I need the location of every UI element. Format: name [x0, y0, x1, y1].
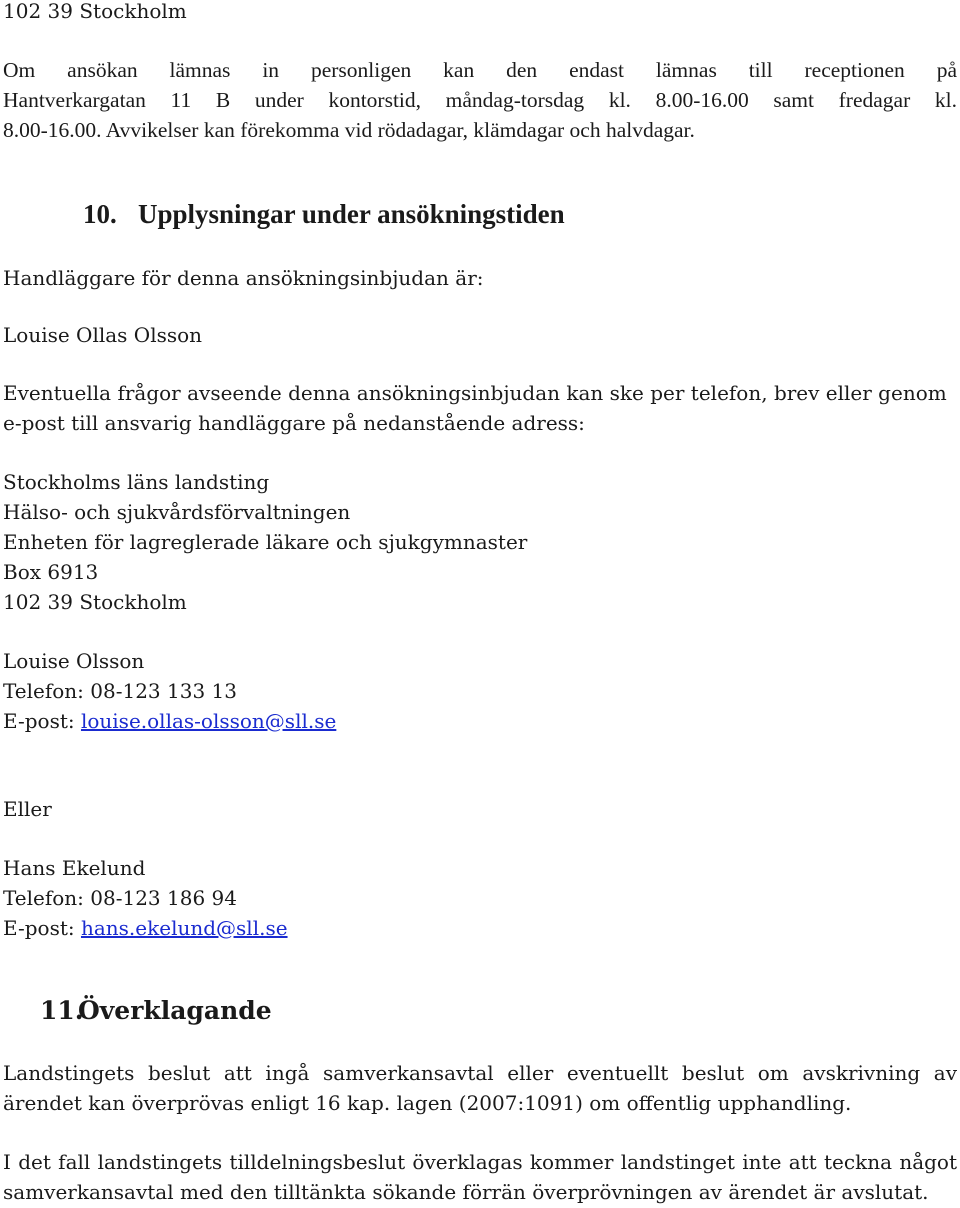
email-label: E-post: [3, 709, 81, 733]
address-line: Enheten för lagreglerade läkare och sjukgymnaster [3, 530, 528, 554]
handler-intro: Handläggare för denna ansökningsinbjudan är: [3, 266, 484, 290]
address-line: 102 39 Stockholm [3, 590, 187, 614]
paragraph-line: Eventuella frågor avseende denna ansökningsinbjudan kan ske per telefon, brev eller genom [3, 381, 947, 405]
address-line: Box 6913 [3, 560, 99, 584]
email-label: E-post: [3, 916, 81, 940]
contact-name: Hans Ekelund [3, 856, 146, 880]
address-line: Stockholms läns landsting [3, 470, 270, 494]
paragraph-line: samverkansavtal med den tilltänkta sökande förrän överprövningen av ärendet är avslutat. [3, 1180, 929, 1204]
email-link[interactable]: hans.ekelund@sll.se [80, 916, 288, 940]
paragraph-line: I det fall landstingets tilldelningsbeslut överklagas kommer landstinget inte att teckna något [3, 1150, 957, 1174]
section-number: 10. [83, 199, 117, 229]
paragraph-line: 8.00-16.00. Avvikelser kan förekomma vid rödadagar, klämdagar och halvdagar. [3, 118, 695, 142]
section-11-heading [40, 994, 272, 1028]
section-10-heading [83, 196, 565, 232]
contact-phone: Telefon: 08-123 133 13 [3, 679, 237, 703]
top-address: 102 39 Stockholm [3, 0, 187, 23]
email-link[interactable]: louise.ollas-olsson@sll.se [80, 709, 337, 733]
contact-email-line [3, 706, 336, 736]
paragraph-line: Om ansökan lämnas in personligen kan den endast lämnas till receptionen på [3, 58, 957, 82]
section-number: 11. [40, 996, 84, 1025]
paragraph-line: Hantverkargatan 11 B under kontorstid, måndag-torsdag kl. 8.00-16.00 samt fredagar kl. [3, 88, 957, 112]
paragraph-line: e-post till ansvarig handläggare på nedanstående adress: [3, 411, 585, 435]
contact-name: Louise Olsson [3, 649, 145, 673]
paragraph-line: Landstingets beslut att ingå samverkansavtal eller eventuellt beslut om avskrivning av [3, 1061, 957, 1085]
section-title: Upplysningar under ansökningstiden [138, 199, 565, 229]
contact-email-line [3, 913, 288, 943]
paragraph-line: ärendet kan överprövas enligt 16 kap. lagen (2007:1091) om offentlig upphandling. [3, 1091, 852, 1115]
section-title: Överklagande [78, 996, 272, 1025]
handler-name: Louise Ollas Olsson [3, 323, 203, 347]
contact-phone: Telefon: 08-123 186 94 [3, 886, 237, 910]
or-label: Eller [3, 797, 52, 821]
address-line: Hälso- och sjukvårdsförvaltningen [3, 500, 351, 524]
